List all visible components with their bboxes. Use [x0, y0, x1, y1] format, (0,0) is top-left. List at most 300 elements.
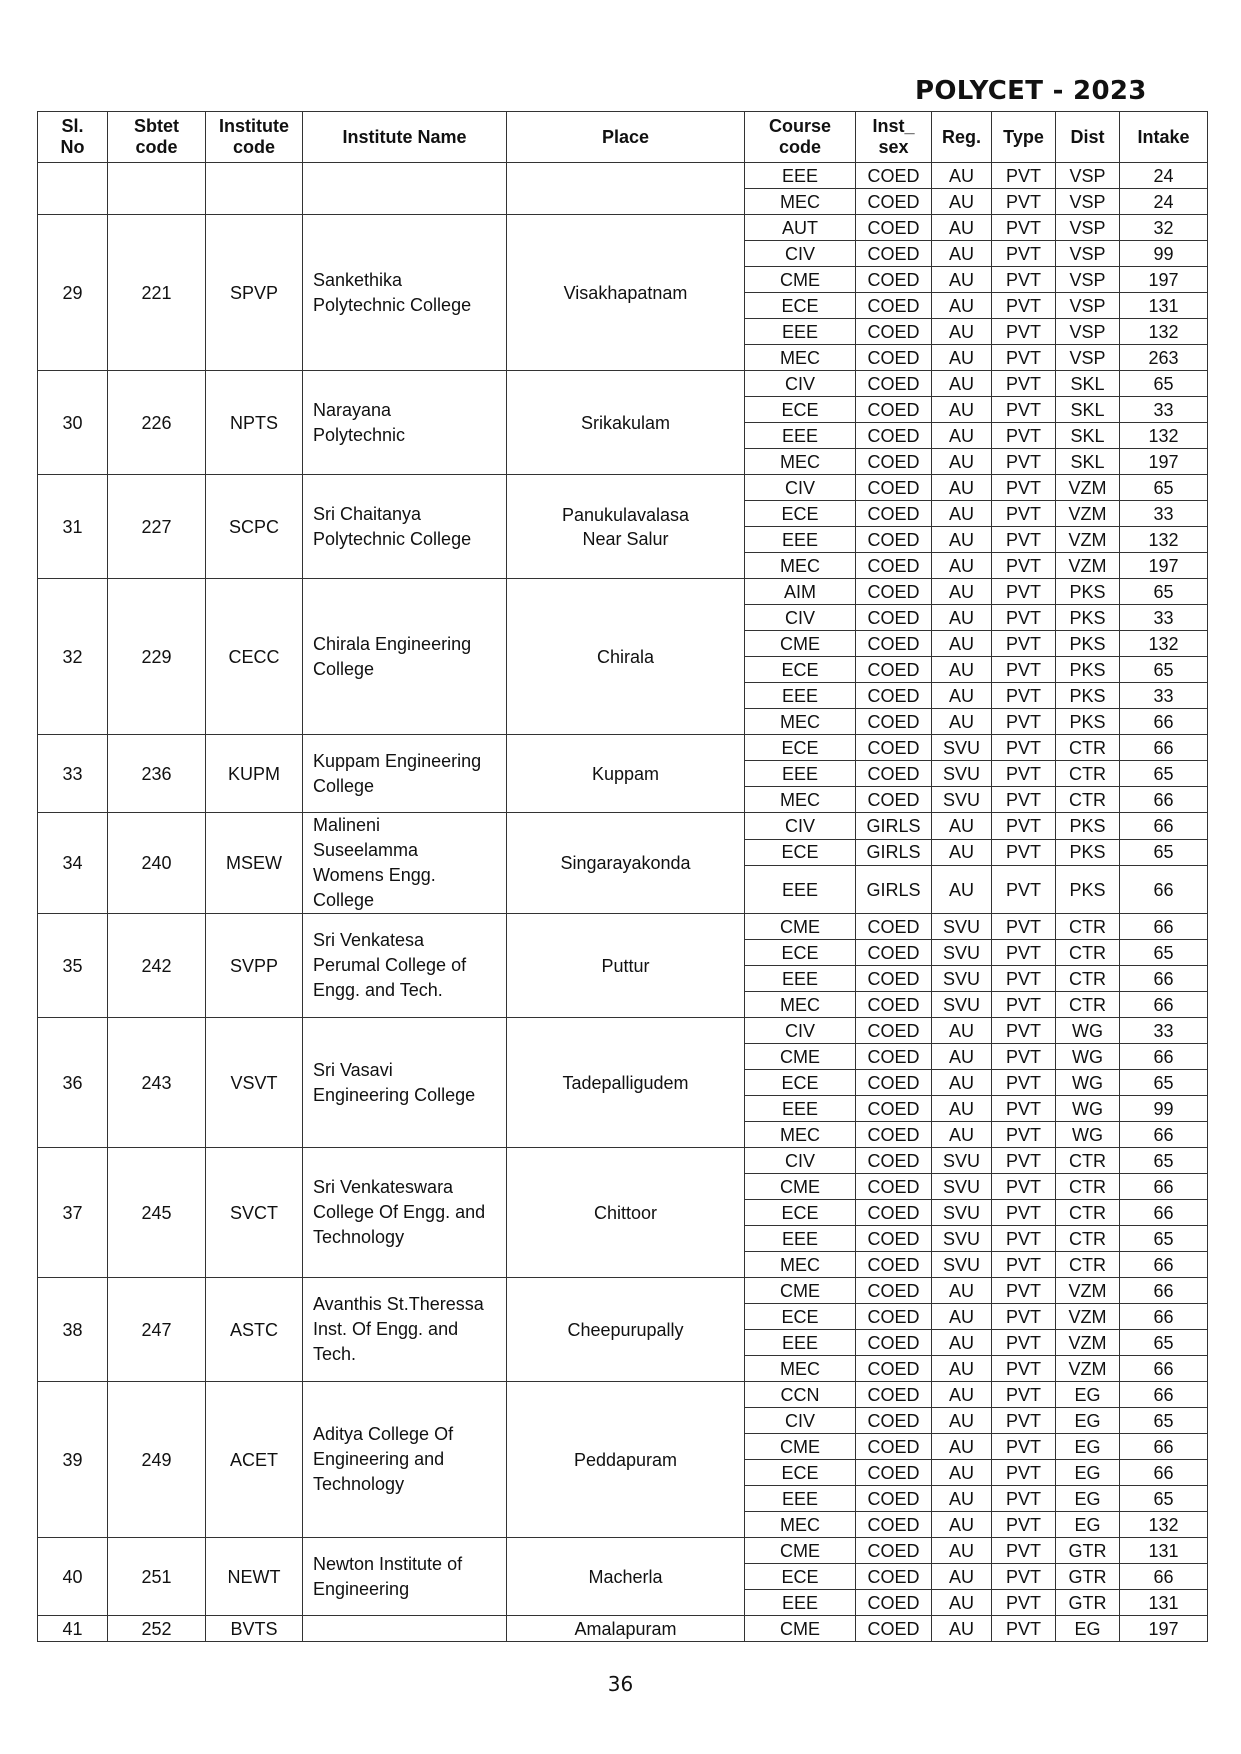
cell-district: PKS	[1056, 631, 1120, 657]
institute-intake-table	[37, 111, 1208, 1642]
cell-institute-name: Newton Institute of Engineering	[303, 1538, 507, 1616]
cell-region: SVU	[932, 787, 992, 813]
cell-inst-sex: COED	[856, 1122, 932, 1148]
cell-type: PVT	[992, 914, 1056, 940]
cell-inst-sex: COED	[856, 1226, 932, 1252]
cell-region: AU	[932, 501, 992, 527]
cell-course-code: EEE	[745, 423, 856, 449]
cell-region: AU	[932, 1564, 992, 1590]
cell-region: AU	[932, 657, 992, 683]
cell-institute-code: CECC	[206, 579, 303, 735]
cell-inst-sex: COED	[856, 1486, 932, 1512]
cell-sl-no: 39	[38, 1382, 108, 1538]
cell-district: CTR	[1056, 992, 1120, 1018]
cell-intake: 131	[1120, 293, 1208, 319]
cell-course-code: ECE	[745, 1070, 856, 1096]
cell-region: AU	[932, 1538, 992, 1564]
cell-district: VZM	[1056, 1278, 1120, 1304]
cell-inst-sex: COED	[856, 1304, 932, 1330]
cell-region: AU	[932, 423, 992, 449]
cell-sl-no	[38, 163, 108, 215]
cell-district: GTR	[1056, 1564, 1120, 1590]
cell-district: WG	[1056, 1070, 1120, 1096]
col-header-sbtet-code: Sbtet code	[108, 112, 206, 163]
cell-type: PVT	[992, 1200, 1056, 1226]
cell-intake: 66	[1120, 1252, 1208, 1278]
cell-type: PVT	[992, 397, 1056, 423]
cell-course-code: CIV	[745, 1148, 856, 1174]
cell-type: PVT	[992, 992, 1056, 1018]
cell-region: AU	[932, 1278, 992, 1304]
cell-course-code: CME	[745, 1174, 856, 1200]
cell-type: PVT	[992, 787, 1056, 813]
cell-type: PVT	[992, 1122, 1056, 1148]
cell-sbtet-code: 242	[108, 914, 206, 1018]
cell-sl-no: 36	[38, 1018, 108, 1148]
cell-region: AU	[932, 1434, 992, 1460]
cell-sl-no: 34	[38, 813, 108, 914]
cell-region: AU	[932, 1356, 992, 1382]
cell-district: VSP	[1056, 215, 1120, 241]
cell-course-code: MEC	[745, 449, 856, 475]
cell-district: PKS	[1056, 709, 1120, 735]
cell-inst-sex: COED	[856, 449, 932, 475]
cell-type: PVT	[992, 371, 1056, 397]
cell-district: WG	[1056, 1122, 1120, 1148]
cell-intake: 99	[1120, 241, 1208, 267]
cell-intake: 65	[1120, 475, 1208, 501]
col-header-sl-no: Sl. No	[38, 112, 108, 163]
cell-intake: 33	[1120, 683, 1208, 709]
cell-course-code: CIV	[745, 475, 856, 501]
cell-course-code: CIV	[745, 1408, 856, 1434]
cell-inst-sex: COED	[856, 709, 932, 735]
cell-inst-sex: COED	[856, 345, 932, 371]
cell-intake: 66	[1120, 1356, 1208, 1382]
cell-type: PVT	[992, 1408, 1056, 1434]
cell-institute-name: Sri Venkateswara College Of Engg. and Technology	[303, 1148, 507, 1278]
cell-region: AU	[932, 1486, 992, 1512]
cell-course-code: EEE	[745, 1330, 856, 1356]
cell-intake: 66	[1120, 1044, 1208, 1070]
cell-inst-sex: COED	[856, 1408, 932, 1434]
cell-district: CTR	[1056, 940, 1120, 966]
cell-course-code: ECE	[745, 839, 856, 866]
cell-course-code: MEC	[745, 787, 856, 813]
cell-sl-no: 32	[38, 579, 108, 735]
cell-sbtet-code: 249	[108, 1382, 206, 1538]
cell-inst-sex: COED	[856, 1330, 932, 1356]
cell-sbtet-code: 240	[108, 813, 206, 914]
cell-inst-sex: COED	[856, 940, 932, 966]
cell-course-code: EEE	[745, 527, 856, 553]
cell-place	[507, 163, 745, 215]
cell-intake: 132	[1120, 1512, 1208, 1538]
cell-region: AU	[932, 319, 992, 345]
cell-intake: 197	[1120, 267, 1208, 293]
cell-institute-code: SVPP	[206, 914, 303, 1018]
cell-type: PVT	[992, 866, 1056, 914]
cell-intake: 66	[1120, 1174, 1208, 1200]
cell-type: PVT	[992, 605, 1056, 631]
cell-intake: 66	[1120, 709, 1208, 735]
cell-sbtet-code: 252	[108, 1616, 206, 1642]
cell-region: SVU	[932, 992, 992, 1018]
cell-course-code: EEE	[745, 319, 856, 345]
cell-course-code: AIM	[745, 579, 856, 605]
cell-inst-sex: COED	[856, 189, 932, 215]
cell-course-code: ECE	[745, 1564, 856, 1590]
cell-sl-no: 30	[38, 371, 108, 475]
cell-course-code: ECE	[745, 1460, 856, 1486]
cell-institute-code: KUPM	[206, 735, 303, 813]
cell-region: AU	[932, 475, 992, 501]
cell-district: CTR	[1056, 1226, 1120, 1252]
cell-type: PVT	[992, 631, 1056, 657]
cell-district: EG	[1056, 1434, 1120, 1460]
cell-institute-name: Chirala Engineering College	[303, 579, 507, 735]
cell-intake: 65	[1120, 1408, 1208, 1434]
cell-type: PVT	[992, 1330, 1056, 1356]
cell-region: AU	[932, 189, 992, 215]
cell-district: VZM	[1056, 475, 1120, 501]
table-row	[38, 163, 1208, 189]
cell-region: SVU	[932, 966, 992, 992]
cell-course-code: CME	[745, 914, 856, 940]
cell-region: AU	[932, 839, 992, 866]
cell-inst-sex: COED	[856, 914, 932, 940]
cell-district: CTR	[1056, 1252, 1120, 1278]
cell-region: AU	[932, 631, 992, 657]
page-number: 36	[607, 1672, 634, 1696]
table-row	[38, 215, 1208, 241]
cell-region: AU	[932, 1044, 992, 1070]
cell-course-code: CIV	[745, 371, 856, 397]
cell-type: PVT	[992, 1538, 1056, 1564]
table-row	[38, 1616, 1208, 1642]
cell-inst-sex: COED	[856, 1278, 932, 1304]
cell-sbtet-code: 226	[108, 371, 206, 475]
cell-course-code: ECE	[745, 501, 856, 527]
cell-district: SKL	[1056, 449, 1120, 475]
cell-intake: 132	[1120, 423, 1208, 449]
cell-type: PVT	[992, 1356, 1056, 1382]
cell-sl-no: 33	[38, 735, 108, 813]
cell-district: CTR	[1056, 787, 1120, 813]
cell-institute-code	[206, 163, 303, 215]
cell-district: EG	[1056, 1616, 1120, 1642]
cell-course-code: MEC	[745, 1252, 856, 1278]
table-row	[38, 371, 1208, 397]
cell-course-code: MEC	[745, 1356, 856, 1382]
cell-type: PVT	[992, 1174, 1056, 1200]
cell-inst-sex: COED	[856, 579, 932, 605]
cell-type: PVT	[992, 241, 1056, 267]
cell-place: Singarayakonda	[507, 813, 745, 914]
cell-intake: 33	[1120, 605, 1208, 631]
cell-place: Cheepurupally	[507, 1278, 745, 1382]
cell-type: PVT	[992, 813, 1056, 840]
cell-intake: 131	[1120, 1590, 1208, 1616]
cell-course-code: ECE	[745, 1200, 856, 1226]
cell-type: PVT	[992, 215, 1056, 241]
cell-type: PVT	[992, 1460, 1056, 1486]
cell-course-code: EEE	[745, 1226, 856, 1252]
cell-course-code: CCN	[745, 1382, 856, 1408]
cell-type: PVT	[992, 1278, 1056, 1304]
cell-region: SVU	[932, 1148, 992, 1174]
cell-institute-name: Narayana Polytechnic	[303, 371, 507, 475]
cell-institute-name: Sankethika Polytechnic College	[303, 215, 507, 371]
cell-type: PVT	[992, 293, 1056, 319]
cell-course-code: ECE	[745, 657, 856, 683]
cell-institute-code: NPTS	[206, 371, 303, 475]
cell-region: AU	[932, 553, 992, 579]
cell-district: VSP	[1056, 319, 1120, 345]
cell-district: EG	[1056, 1512, 1120, 1538]
cell-inst-sex: COED	[856, 1018, 932, 1044]
cell-place: Amalapuram	[507, 1616, 745, 1642]
cell-district: WG	[1056, 1018, 1120, 1044]
cell-course-code: MEC	[745, 709, 856, 735]
cell-district: GTR	[1056, 1590, 1120, 1616]
cell-intake: 65	[1120, 940, 1208, 966]
table-header-row	[38, 112, 1208, 163]
cell-region: AU	[932, 1616, 992, 1642]
cell-region: AU	[932, 1382, 992, 1408]
cell-region: AU	[932, 579, 992, 605]
cell-type: PVT	[992, 1070, 1056, 1096]
cell-district: WG	[1056, 1096, 1120, 1122]
cell-district: CTR	[1056, 966, 1120, 992]
cell-inst-sex: COED	[856, 1200, 932, 1226]
cell-inst-sex: COED	[856, 423, 932, 449]
cell-intake: 131	[1120, 1538, 1208, 1564]
cell-type: PVT	[992, 1512, 1056, 1538]
cell-district: SKL	[1056, 397, 1120, 423]
cell-sbtet-code: 236	[108, 735, 206, 813]
cell-type: PVT	[992, 319, 1056, 345]
cell-sbtet-code	[108, 163, 206, 215]
cell-intake: 66	[1120, 1434, 1208, 1460]
cell-inst-sex: COED	[856, 683, 932, 709]
cell-sbtet-code: 227	[108, 475, 206, 579]
cell-intake: 65	[1120, 761, 1208, 787]
cell-course-code: EEE	[745, 1096, 856, 1122]
table-row	[38, 813, 1208, 840]
cell-course-code: MEC	[745, 345, 856, 371]
table-row	[38, 735, 1208, 761]
cell-region: AU	[932, 371, 992, 397]
cell-institute-code: VSVT	[206, 1018, 303, 1148]
cell-region: AU	[932, 1512, 992, 1538]
cell-course-code: EEE	[745, 1590, 856, 1616]
cell-region: AU	[932, 1590, 992, 1616]
cell-district: CTR	[1056, 1174, 1120, 1200]
cell-inst-sex: COED	[856, 163, 932, 189]
cell-type: PVT	[992, 345, 1056, 371]
cell-inst-sex: COED	[856, 761, 932, 787]
cell-intake: 66	[1120, 914, 1208, 940]
cell-sbtet-code: 221	[108, 215, 206, 371]
cell-course-code: CME	[745, 1278, 856, 1304]
cell-inst-sex: COED	[856, 475, 932, 501]
cell-inst-sex: COED	[856, 1252, 932, 1278]
cell-type: PVT	[992, 1148, 1056, 1174]
table-row	[38, 1278, 1208, 1304]
col-header-intake: Intake	[1120, 112, 1208, 163]
col-header-type: Type	[992, 112, 1056, 163]
cell-inst-sex: COED	[856, 1538, 932, 1564]
cell-region: AU	[932, 1122, 992, 1148]
cell-course-code: CIV	[745, 1018, 856, 1044]
cell-inst-sex: COED	[856, 527, 932, 553]
cell-intake: 263	[1120, 345, 1208, 371]
cell-inst-sex: COED	[856, 605, 932, 631]
cell-district: PKS	[1056, 657, 1120, 683]
cell-district: WG	[1056, 1044, 1120, 1070]
cell-region: SVU	[932, 940, 992, 966]
cell-course-code: ECE	[745, 1304, 856, 1330]
cell-region: AU	[932, 345, 992, 371]
cell-region: AU	[932, 866, 992, 914]
cell-sbtet-code: 245	[108, 1148, 206, 1278]
cell-inst-sex: COED	[856, 1356, 932, 1382]
cell-sbtet-code: 229	[108, 579, 206, 735]
cell-institute-name: Sri Venkatesa Perumal College of Engg. and Tech.	[303, 914, 507, 1018]
cell-region: AU	[932, 1018, 992, 1044]
cell-district: CTR	[1056, 735, 1120, 761]
cell-intake: 65	[1120, 1226, 1208, 1252]
cell-course-code: EEE	[745, 966, 856, 992]
cell-institute-name: Aditya College Of Engineering and Technology	[303, 1382, 507, 1538]
cell-district: EG	[1056, 1460, 1120, 1486]
cell-type: PVT	[992, 761, 1056, 787]
cell-district: VZM	[1056, 527, 1120, 553]
table-row	[38, 579, 1208, 605]
cell-institute-name	[303, 1616, 507, 1642]
cell-sl-no: 35	[38, 914, 108, 1018]
cell-region: AU	[932, 1304, 992, 1330]
cell-intake: 65	[1120, 1148, 1208, 1174]
cell-course-code: CIV	[745, 605, 856, 631]
cell-region: SVU	[932, 1200, 992, 1226]
cell-course-code: CME	[745, 1538, 856, 1564]
cell-district: VZM	[1056, 501, 1120, 527]
col-header-region: Reg.	[932, 112, 992, 163]
cell-institute-name: Sri Chaitanya Polytechnic College	[303, 475, 507, 579]
cell-intake: 197	[1120, 1616, 1208, 1642]
cell-region: AU	[932, 813, 992, 840]
cell-institute-code: ACET	[206, 1382, 303, 1538]
cell-institute-code: NEWT	[206, 1538, 303, 1616]
cell-inst-sex: COED	[856, 1616, 932, 1642]
cell-type: PVT	[992, 1564, 1056, 1590]
cell-intake: 99	[1120, 1096, 1208, 1122]
cell-district: SKL	[1056, 371, 1120, 397]
cell-institute-name: Malineni Suseelamma Womens Engg. College	[303, 813, 507, 914]
cell-district: CTR	[1056, 1200, 1120, 1226]
cell-intake: 66	[1120, 1564, 1208, 1590]
cell-region: SVU	[932, 1174, 992, 1200]
cell-region: AU	[932, 449, 992, 475]
cell-institute-code: ASTC	[206, 1278, 303, 1382]
cell-institute-code: BVTS	[206, 1616, 303, 1642]
cell-course-code: CIV	[745, 813, 856, 840]
cell-type: PVT	[992, 1486, 1056, 1512]
cell-inst-sex: COED	[856, 992, 932, 1018]
cell-inst-sex: COED	[856, 241, 932, 267]
cell-course-code: MEC	[745, 189, 856, 215]
cell-district: VSP	[1056, 345, 1120, 371]
cell-intake: 33	[1120, 397, 1208, 423]
col-header-course-code: Course code	[745, 112, 856, 163]
cell-place: Panukulavalasa Near Salur	[507, 475, 745, 579]
cell-district: CTR	[1056, 761, 1120, 787]
cell-intake: 33	[1120, 501, 1208, 527]
cell-inst-sex: GIRLS	[856, 866, 932, 914]
cell-course-code: CIV	[745, 241, 856, 267]
page-title: POLYCET - 2023	[915, 76, 1147, 106]
cell-course-code: EEE	[745, 866, 856, 914]
cell-place: Chirala	[507, 579, 745, 735]
cell-district: PKS	[1056, 579, 1120, 605]
cell-region: AU	[932, 1408, 992, 1434]
cell-inst-sex: GIRLS	[856, 813, 932, 840]
cell-institute-code: SPVP	[206, 215, 303, 371]
cell-region: AU	[932, 241, 992, 267]
cell-inst-sex: COED	[856, 1590, 932, 1616]
cell-type: PVT	[992, 267, 1056, 293]
cell-type: PVT	[992, 553, 1056, 579]
cell-district: EG	[1056, 1486, 1120, 1512]
cell-type: PVT	[992, 1434, 1056, 1460]
cell-region: AU	[932, 163, 992, 189]
cell-intake: 66	[1120, 966, 1208, 992]
cell-institute-code: MSEW	[206, 813, 303, 914]
table-row	[38, 1018, 1208, 1044]
cell-sl-no: 31	[38, 475, 108, 579]
cell-place: Macherla	[507, 1538, 745, 1616]
cell-inst-sex: COED	[856, 1564, 932, 1590]
cell-district: VSP	[1056, 267, 1120, 293]
cell-district: VSP	[1056, 163, 1120, 189]
cell-intake: 65	[1120, 839, 1208, 866]
cell-inst-sex: COED	[856, 966, 932, 992]
cell-inst-sex: COED	[856, 553, 932, 579]
cell-inst-sex: COED	[856, 1382, 932, 1408]
cell-type: PVT	[992, 449, 1056, 475]
cell-place: Kuppam	[507, 735, 745, 813]
cell-type: PVT	[992, 1044, 1056, 1070]
cell-type: PVT	[992, 1304, 1056, 1330]
cell-type: PVT	[992, 1382, 1056, 1408]
col-header-inst-sex: Inst_ sex	[856, 112, 932, 163]
cell-inst-sex: COED	[856, 1460, 932, 1486]
cell-type: PVT	[992, 940, 1056, 966]
cell-intake: 66	[1120, 866, 1208, 914]
cell-intake: 66	[1120, 1382, 1208, 1408]
cell-inst-sex: COED	[856, 215, 932, 241]
cell-intake: 132	[1120, 319, 1208, 345]
cell-district: VZM	[1056, 1356, 1120, 1382]
cell-intake: 66	[1120, 1278, 1208, 1304]
cell-region: AU	[932, 1070, 992, 1096]
cell-inst-sex: COED	[856, 397, 932, 423]
cell-type: PVT	[992, 1226, 1056, 1252]
cell-intake: 24	[1120, 163, 1208, 189]
col-header-institute-code: Institute code	[206, 112, 303, 163]
